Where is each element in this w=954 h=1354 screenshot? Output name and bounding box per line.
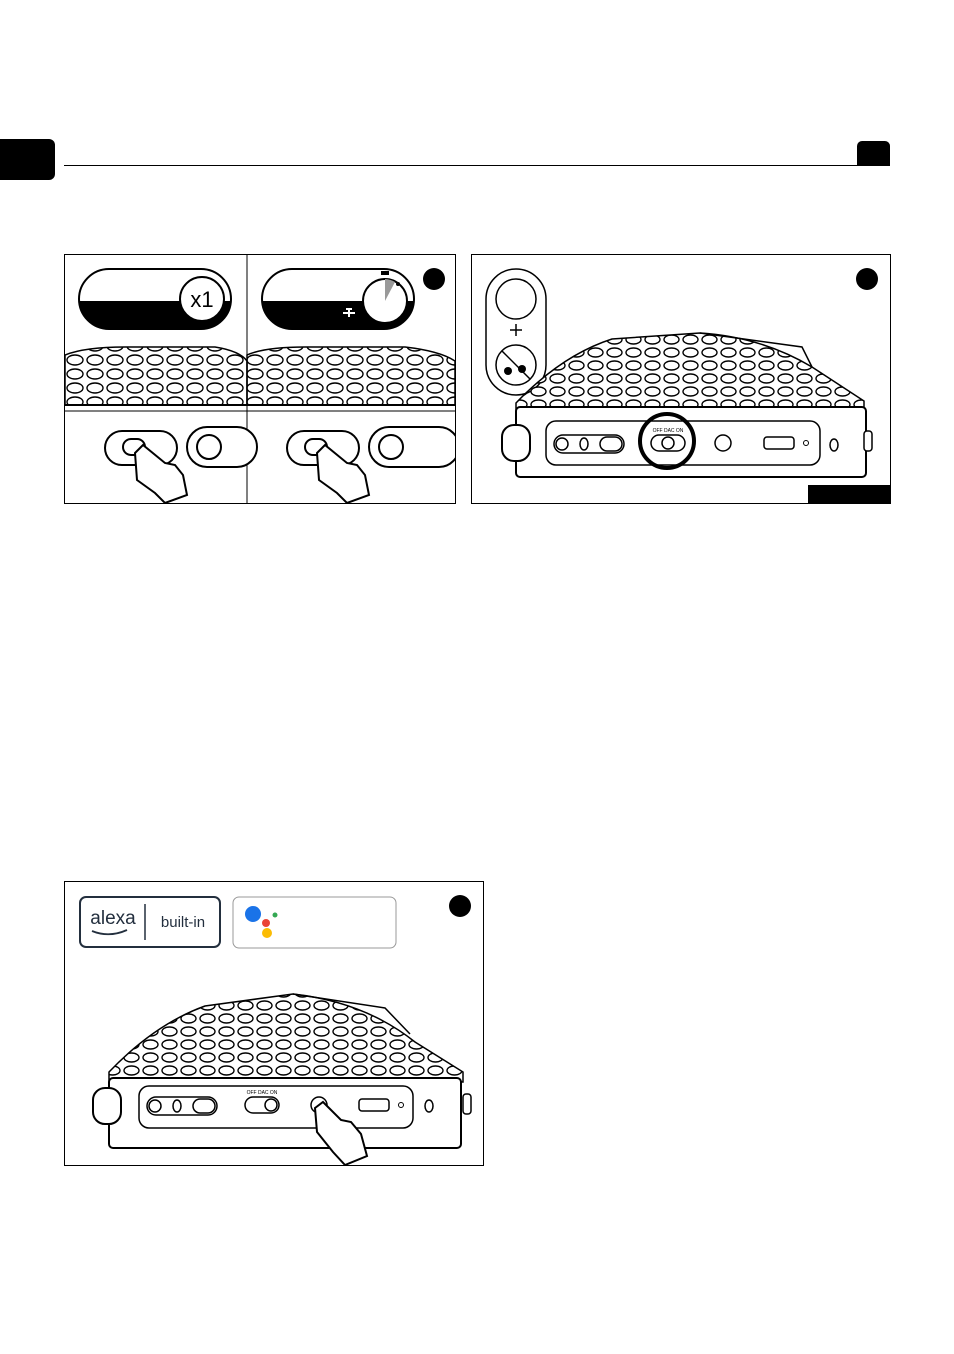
alexa-built-in-label: built-in: [160, 914, 206, 931]
language-tab: [0, 139, 55, 180]
figure-step-4-illustration: [65, 882, 483, 1165]
alexa-wordmark: alexa: [90, 908, 136, 929]
header-rule: [64, 165, 890, 166]
press-count-label: x1: [190, 287, 214, 312]
dac-switch-label: OFF DAC ON: [652, 428, 684, 434]
figure-step-4: [64, 881, 484, 1166]
press-hold-panel: [247, 268, 455, 503]
figure-step-1: [64, 254, 456, 504]
figure-step-3-illustration: [472, 255, 890, 503]
google-assistant-icon: [245, 906, 261, 922]
step-number-circle: [856, 268, 878, 290]
figure-step-1-illustration: [65, 255, 455, 503]
google-assistant-badge: [233, 897, 396, 948]
page-number-box: [857, 141, 890, 166]
press-once-panel: [65, 269, 257, 503]
step-number-circle: [449, 895, 471, 917]
figure-step-3: [471, 254, 891, 504]
caption-bar: [808, 485, 890, 503]
step-number-circle: [423, 268, 445, 290]
dac-switch-label: OFF DAC ON: [246, 1090, 278, 1096]
blank-circle-icon: [496, 279, 536, 319]
